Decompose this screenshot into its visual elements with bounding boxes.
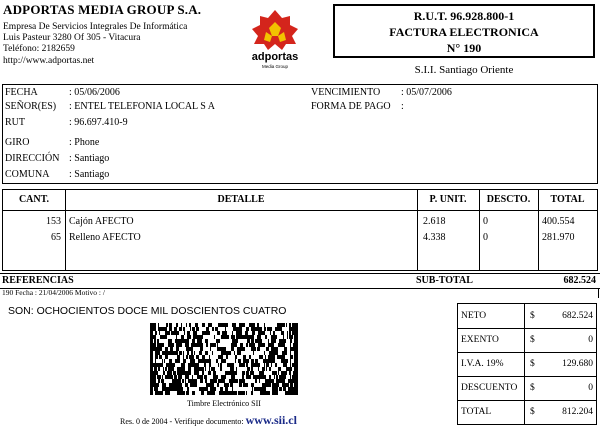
neto-value: 682.524	[562, 311, 593, 321]
reference-line: 190 Fecha : 21/04/2006 Motivo : /	[2, 288, 105, 297]
header-cant: CANT.	[3, 190, 65, 211]
references-label: REFERENCIAS	[2, 275, 74, 286]
vencimiento-value: : 05/07/2006	[401, 87, 452, 98]
company-name: ADPORTAS MEDIA GROUP S.A.	[3, 2, 202, 17]
fecha-value: : 05/06/2006	[69, 87, 120, 98]
neto-label: NETO	[461, 311, 487, 321]
header-descto: DESCTO.	[479, 190, 538, 211]
sii-link[interactable]: www.sii.cl	[245, 413, 297, 427]
descuento-currency: $	[530, 383, 535, 393]
customer-info-box	[2, 84, 598, 184]
row2-punit: 4.338	[423, 232, 446, 243]
invoice-number: N° 190	[446, 41, 482, 55]
timbre-title: Timbre Electrónico SII	[187, 399, 261, 408]
total-value: 812.204	[562, 407, 593, 417]
totals-row-total	[458, 400, 596, 425]
forma-pago-value: :	[401, 101, 404, 112]
document-type: FACTURA ELECTRONICA	[389, 25, 539, 39]
totals-row-exento	[458, 328, 596, 353]
row1-detalle: Cajón AFECTO	[69, 216, 134, 227]
company-description: Empresa De Servicios Integrales De Informática	[3, 22, 188, 32]
forma-pago-label: FORMA DE PAGO	[311, 101, 391, 112]
iva-label: I.V.A. 19%	[461, 359, 504, 369]
neto-currency: $	[530, 311, 535, 321]
timbre-barcode-icon	[150, 323, 298, 395]
row1-cant: 153	[46, 216, 61, 227]
exento-value: 0	[588, 335, 593, 345]
row1-total: 400.554	[542, 216, 575, 227]
totals-row-descuento	[458, 376, 596, 401]
vencimiento-label: VENCIMIENTO	[311, 87, 381, 98]
rut-value: : 96.697.410-9	[69, 117, 128, 128]
exento-currency: $	[530, 335, 535, 345]
header-total: TOTAL	[538, 190, 597, 211]
subtotal-label: SUB-TOTAL	[416, 275, 473, 286]
header-punit: P. UNIT.	[417, 190, 479, 211]
exento-label: EXENTO	[461, 335, 499, 345]
timbre-verify	[120, 413, 340, 428]
subtotal-value: 682.524	[563, 275, 596, 286]
rut-label: RUT	[5, 117, 25, 128]
descuento-label: DESCUENTO	[461, 383, 518, 393]
descuento-value: 0	[588, 383, 593, 393]
total-label: TOTAL	[461, 407, 492, 417]
direccion-label: DIRECCIÓN	[5, 153, 60, 164]
row1-punit: 2.618	[423, 216, 446, 227]
rut-box	[333, 4, 595, 58]
logo-subtext: Media Group	[261, 64, 288, 69]
row2-cant: 65	[51, 232, 61, 243]
row2-total: 281.970	[542, 232, 575, 243]
company-address: Luis Pasteur 3280 Of 305 - Vitacura	[3, 33, 141, 43]
row2-detalle: Relleno AFECTO	[69, 232, 141, 243]
senor-value: : ENTEL TELEFONIA LOCAL S A	[69, 101, 216, 112]
company-phone: Teléfono: 2182659	[3, 44, 75, 54]
total-currency: $	[530, 407, 535, 417]
issuer-rut: R.U.T. 96.928.800-1	[413, 9, 515, 23]
totals-row-neto	[458, 304, 596, 329]
fecha-label: FECHA	[5, 87, 38, 98]
amount-in-words: SON: OCHOCIENTOS DOCE MIL DOSCIENTOS CUATRO	[8, 305, 287, 317]
iva-currency: $	[530, 359, 535, 369]
sii-office: S.I.I. Santiago Oriente	[414, 64, 514, 76]
totals-row-iva	[458, 352, 596, 377]
giro-label: GIRO	[5, 137, 30, 148]
totals-box	[457, 303, 597, 425]
logo-text: adportas	[251, 51, 299, 63]
comuna-value: : Santiago	[69, 169, 110, 180]
iva-value: 129.680	[562, 359, 593, 369]
references-bar	[0, 273, 600, 289]
direccion-value: : Santiago	[69, 153, 110, 164]
items-table	[2, 189, 598, 271]
giro-value: : Phone	[69, 137, 100, 148]
row2-descto: 0	[483, 232, 488, 243]
senor-label: SEÑOR(ES)	[5, 101, 57, 112]
company-website[interactable]: http://www.adportas.net	[3, 56, 95, 66]
header-detalle: DETALLE	[65, 190, 417, 211]
timbre-resolution: Res. 0 de 2004 - Verifique documento:	[120, 417, 244, 426]
comuna-label: COMUNA	[5, 169, 50, 180]
row1-descto: 0	[483, 216, 488, 227]
